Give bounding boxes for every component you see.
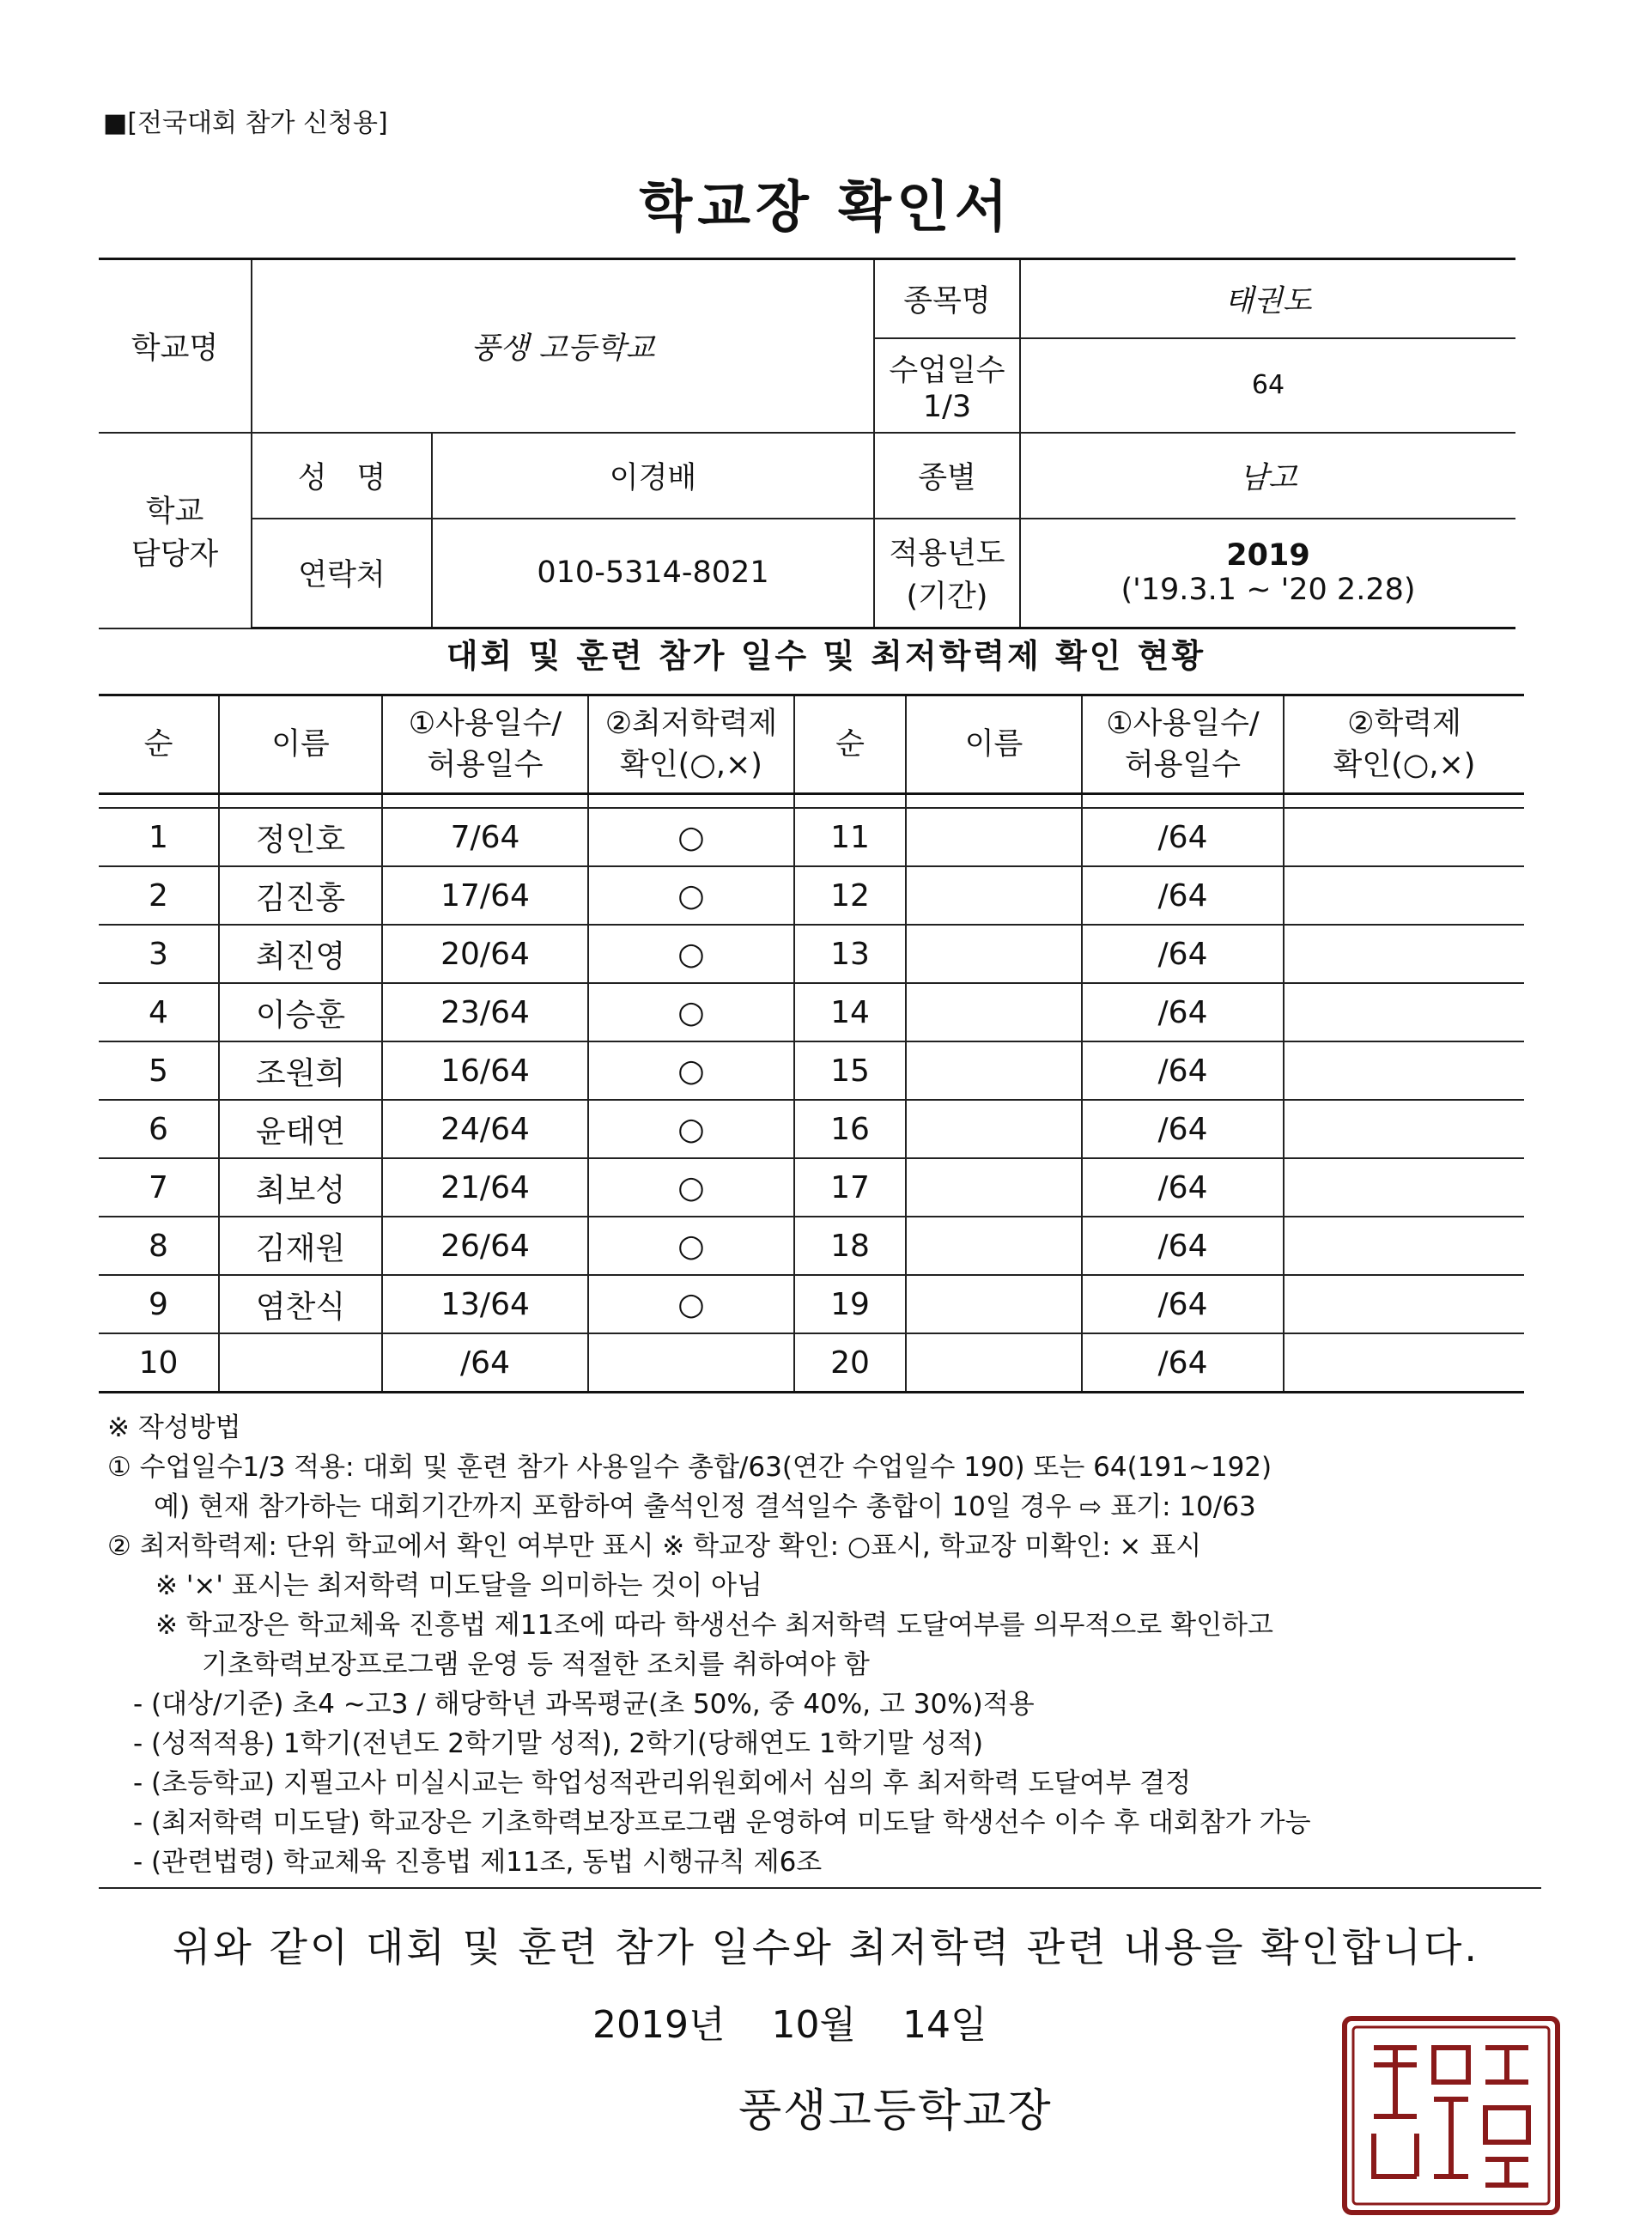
note-item: ② 최저학력제: 단위 학교에서 확인 여부만 표시 ※ 학교장 확인: ○표시, 학교장 미확인: × 표시 (107, 1531, 1202, 1562)
student-name-right (906, 1275, 1082, 1333)
used-days-right: /64 (1082, 1275, 1284, 1333)
student-name: 김진홍 (219, 866, 382, 925)
class-days-value: 64 (1020, 338, 1515, 433)
row-number: 10 (99, 1333, 219, 1393)
row-number: 3 (99, 925, 219, 983)
date-month: 10월 (771, 2003, 856, 2047)
student-name-right (906, 808, 1082, 866)
row-number: 2 (99, 866, 219, 925)
header-no-right: 순 (794, 695, 906, 794)
note-item: ① 수업일수1/3 적용: 대회 및 훈련 참가 사용일수 총합/63(연간 수업일수 190) 또는 64(191~192) (107, 1452, 1272, 1483)
student-name: 이승훈 (219, 983, 382, 1041)
contact-label: 연락처 (252, 519, 432, 628)
academic-check: ○ (588, 1275, 794, 1333)
confirmation-statement: 위와 같이 대회 및 훈련 참가 일수와 최저학력 관련 내용을 확인합니다. (172, 1924, 1480, 1970)
header-tag: ■[전국대회 참가 신청용] (103, 108, 388, 138)
row-number: 1 (99, 808, 219, 866)
row-number-right: 12 (794, 866, 906, 925)
student-name: 윤태연 (219, 1100, 382, 1158)
academic-check (588, 1333, 794, 1393)
note-item: - (관련법령) 학교체육 진흥법 제11조, 동법 시행규칙 제6조 (133, 1847, 823, 1878)
table-row (99, 1333, 1524, 1393)
note-item: ※ '×' 표시는 최저학력 미도달을 의미하는 것이 아님 (155, 1570, 762, 1601)
note-item: - (대상/기준) 초4 ~고3 / 해당학년 과목평균(초 50%, 중 40%, 고 30%)적용 (133, 1689, 1035, 1720)
academic-check-right (1284, 1100, 1524, 1158)
used-days: 23/64 (382, 983, 588, 1041)
used-days: 20/64 (382, 925, 588, 983)
table-row (99, 1275, 1524, 1333)
student-name-right (906, 1333, 1082, 1393)
academic-check-right (1284, 925, 1524, 983)
issue-date (592, 1994, 987, 2049)
used-days-right: /64 (1082, 1217, 1284, 1275)
header-name: 이름 (219, 695, 382, 794)
table-row (99, 1041, 1524, 1100)
note-item: - (성적적용) 1학기(전년도 2학기말 성적), 2학기(당해연도 1학기말 성적) (133, 1728, 984, 1759)
date-day: 14일 (902, 2003, 987, 2047)
row-number-right: 20 (794, 1333, 906, 1393)
manager-label: 학교 담당자 (99, 433, 252, 628)
category-value: 남고 (1020, 433, 1515, 519)
academic-check: ○ (588, 1100, 794, 1158)
student-name-right (906, 866, 1082, 925)
category-label: 종별 (874, 433, 1020, 519)
table-row (99, 1158, 1524, 1217)
academic-check-right (1284, 1158, 1524, 1217)
table-row (99, 1217, 1524, 1275)
used-days: 24/64 (382, 1100, 588, 1158)
event-label: 종목명 (874, 259, 1020, 338)
used-days: 13/64 (382, 1275, 588, 1333)
academic-check: ○ (588, 866, 794, 925)
used-days-right: /64 (1082, 1158, 1284, 1217)
used-days: 21/64 (382, 1158, 588, 1217)
note-item: 기초학력보장프로그램 운영 등 적절한 조치를 취하여야 함 (202, 1649, 870, 1680)
header-days-right: ①사용일수/ 허용일수 (1082, 695, 1284, 794)
academic-check-right (1284, 866, 1524, 925)
header-no: 순 (99, 695, 219, 794)
student-name-right (906, 925, 1082, 983)
contact-value: 010-5314-8021 (432, 519, 874, 628)
row-number: 4 (99, 983, 219, 1041)
used-days: 7/64 (382, 808, 588, 866)
note-item: ※ 학교장은 학교체육 진흥법 제11조에 따라 학생선수 최저학력 도달여부를 의무적으로 확인하고 (155, 1610, 1273, 1641)
manager-name-value: 이경배 (432, 433, 874, 519)
student-name-right (906, 1100, 1082, 1158)
student-name: 조원희 (219, 1041, 382, 1100)
row-number: 8 (99, 1217, 219, 1275)
academic-check-right (1284, 1041, 1524, 1100)
row-number-right: 17 (794, 1158, 906, 1217)
academic-check-right (1284, 808, 1524, 866)
row-number-right: 19 (794, 1275, 906, 1333)
event-value: 태권도 (1020, 259, 1515, 338)
header-name-right: 이름 (906, 695, 1082, 794)
row-number-right: 15 (794, 1041, 906, 1100)
used-days: 16/64 (382, 1041, 588, 1100)
name-label: 성 명 (252, 433, 432, 519)
academic-check: ○ (588, 925, 794, 983)
table-row (99, 866, 1524, 925)
used-days-right: /64 (1082, 1100, 1284, 1158)
academic-check-right (1284, 1333, 1524, 1393)
used-days: 26/64 (382, 1217, 588, 1275)
used-days-right: /64 (1082, 866, 1284, 925)
row-number-right: 18 (794, 1217, 906, 1275)
divider-line (99, 1887, 1541, 1889)
row-number-right: 13 (794, 925, 906, 983)
participation-table (99, 694, 1524, 1393)
table-row (99, 925, 1524, 983)
note-item: 예) 현재 참가하는 대회기간까지 포함하여 출석인정 결석일수 총합이 10일 경우 ⇨ 표기: 10/63 (154, 1491, 1256, 1522)
principal-signature: 풍생고등학교장 (738, 2085, 1053, 2137)
academic-check: ○ (588, 808, 794, 866)
header-check-right: ②학력제 확인(○,×) (1284, 695, 1524, 794)
used-days-right: /64 (1082, 983, 1284, 1041)
used-days-right: /64 (1082, 1333, 1284, 1393)
academic-check: ○ (588, 1041, 794, 1100)
used-days-right: /64 (1082, 1041, 1284, 1100)
used-days-right: /64 (1082, 808, 1284, 866)
year-label: 적용년도 (기간) (874, 519, 1020, 628)
writing-instructions (107, 1408, 1533, 1882)
note-item: - (초등학교) 지필고사 미실시교는 학업성적관리위원회에서 심의 후 최저학력 도달여부 결정 (133, 1768, 1192, 1799)
academic-check: ○ (588, 983, 794, 1041)
row-number-right: 14 (794, 983, 906, 1041)
student-name-right (906, 1041, 1082, 1100)
academic-check: ○ (588, 1158, 794, 1217)
table-row (99, 808, 1524, 866)
row-number: 6 (99, 1100, 219, 1158)
student-name-right (906, 1217, 1082, 1275)
academic-check-right (1284, 1275, 1524, 1333)
student-name: 최진영 (219, 925, 382, 983)
official-seal-icon (1339, 2013, 1563, 2218)
academic-check-right (1284, 1217, 1524, 1275)
academic-check-right (1284, 983, 1524, 1041)
row-number-right: 16 (794, 1100, 906, 1158)
header-check: ②최저학력제 확인(○,×) (588, 695, 794, 794)
used-days: 17/64 (382, 866, 588, 925)
student-name: 김재원 (219, 1217, 382, 1275)
used-days-right: /64 (1082, 925, 1284, 983)
document-title: 학교장 확인서 (639, 176, 1013, 240)
row-number-right: 11 (794, 808, 906, 866)
row-number: 9 (99, 1275, 219, 1333)
header-days: ①사용일수/ 허용일수 (382, 695, 588, 794)
table-row (99, 1100, 1524, 1158)
year-value: 2019 ('19.3.1 ~ '20 2.28) (1020, 519, 1515, 628)
row-number: 7 (99, 1158, 219, 1217)
student-name (219, 1333, 382, 1393)
section-title: 대회 및 훈련 참가 일수 및 최저학력제 확인 현황 (446, 637, 1206, 675)
class-days-label: 수업일수 1/3 (874, 338, 1020, 433)
date-year: 2019년 (592, 2003, 726, 2047)
note-item: - (최저학력 미도달) 학교장은 기초학력보장프로그램 운영하여 미도달 학생선수 이수 후 대회참가 가능 (133, 1807, 1311, 1838)
table-row (99, 983, 1524, 1041)
notes-heading: ※ 작성방법 (107, 1412, 241, 1443)
student-name: 정인호 (219, 808, 382, 866)
school-value: 풍생 고등학교 (252, 259, 874, 433)
school-info-table (99, 258, 1515, 629)
school-label: 학교명 (99, 259, 252, 433)
student-name-right (906, 983, 1082, 1041)
row-number: 5 (99, 1041, 219, 1100)
student-name-right (906, 1158, 1082, 1217)
used-days: /64 (382, 1333, 588, 1393)
academic-check: ○ (588, 1217, 794, 1275)
student-name: 염찬식 (219, 1275, 382, 1333)
student-name: 최보성 (219, 1158, 382, 1217)
